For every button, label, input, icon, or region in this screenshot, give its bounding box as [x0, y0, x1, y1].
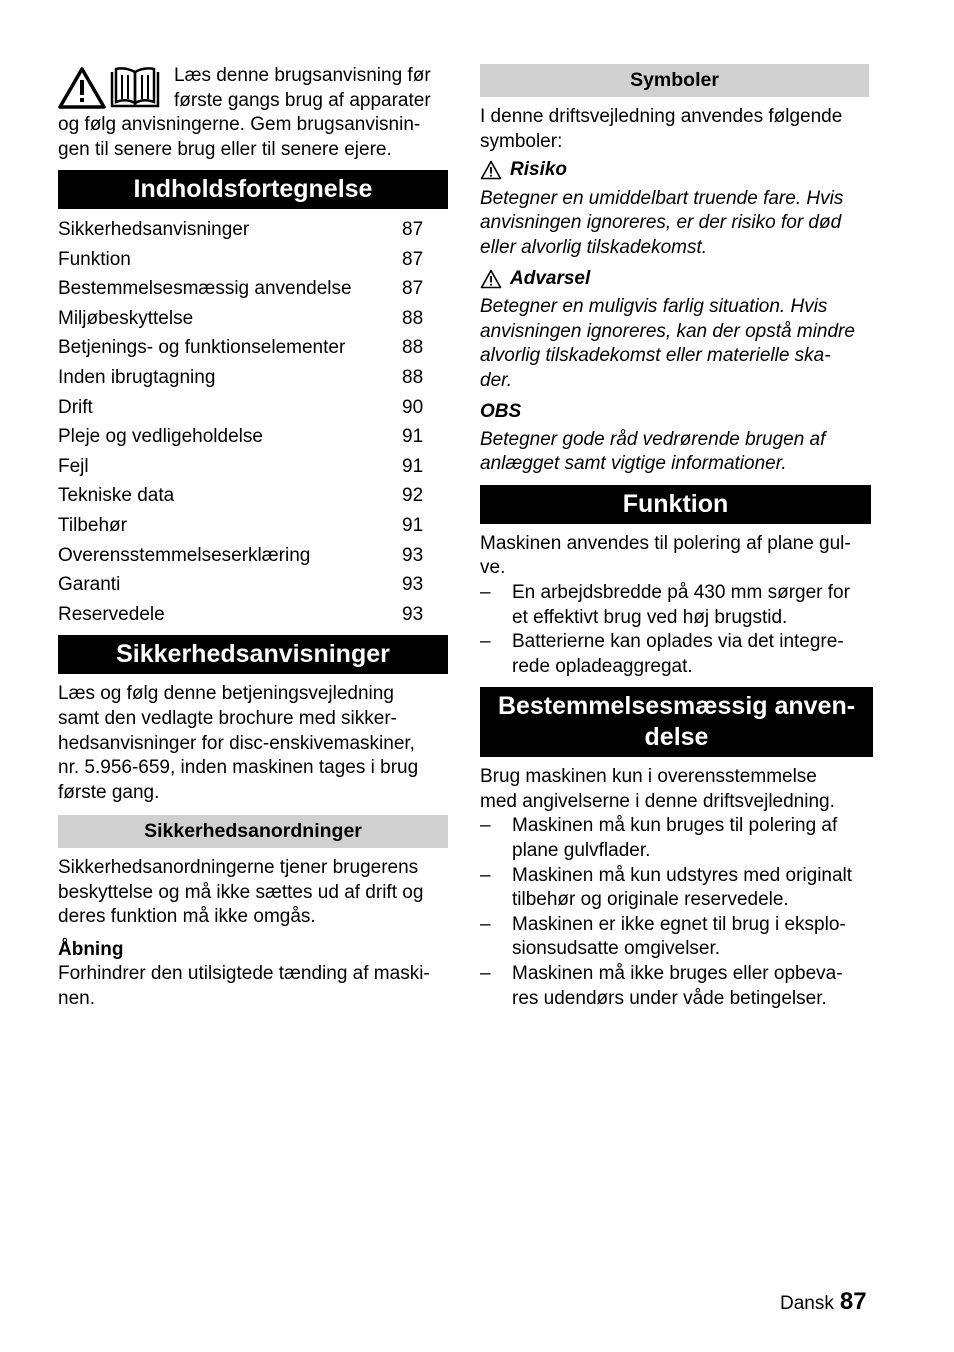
note-heading: OBS — [480, 400, 522, 422]
risk-line: eller alvorlig tilskadekomst. — [480, 236, 708, 258]
toc-item-label: Overensstemmelseserklæring — [58, 544, 311, 566]
warning-line: Betegner en muligvis farlig situation. Hvis — [480, 296, 828, 318]
safety-line: nr. 5.956-659, inden maskinen tages i brug — [58, 757, 419, 779]
intro-line: og følg anvisningerne. Gem brugsanvisnin- — [58, 114, 421, 136]
warning-line: anvisningen ignoreres, kan der opstå mindre — [480, 320, 855, 342]
intended-use-text — [480, 765, 874, 814]
intended-use-item-line: – Maskinen er ikke egnet til brug i eksplo- — [512, 913, 846, 935]
toc-item-page: 87 — [402, 278, 424, 300]
safety-devices-text — [58, 856, 448, 930]
note-text — [480, 428, 874, 477]
toc-item[interactable] — [58, 304, 448, 334]
intro-line: Læs denne brugsanvisning før — [174, 65, 431, 86]
warning-title: Advarsel — [510, 267, 591, 289]
function-text — [480, 532, 874, 581]
note-line: Betegner gode råd vedrørende brugen af — [480, 428, 826, 450]
toc-item-page: 91 — [402, 455, 424, 477]
intro-line: første gangs brug af apparater — [174, 89, 431, 111]
intended-use-item-line: – Maskinen må kun udstyres med originalt — [512, 864, 853, 886]
page-number: 87 — [839, 1288, 867, 1315]
page-footer — [780, 1290, 867, 1317]
toc-item-label: Sikkerhedsanvisninger — [58, 219, 250, 240]
opening-heading: Åbning — [58, 939, 124, 961]
intended-use-item-line: tilbehør og originale reservedele. — [512, 889, 789, 911]
toc-item-label: Inden ibrugtagning — [58, 366, 216, 388]
intro-line: gen til senere brug eller til senere ejere. — [58, 138, 392, 160]
intended-use-item-line: plane gulvflader. — [512, 840, 651, 862]
toc-item-page: 93 — [402, 574, 424, 596]
safety-line: Læs og følg denne betjeningsvejledning — [58, 683, 394, 705]
safety-line: samt den vedlagte brochure med sikker- — [58, 707, 397, 729]
risk-line: anvisningen ignoreres, er der risiko for død — [480, 212, 842, 234]
safety-devices-heading: Sikkerhedsanordninger — [58, 815, 448, 848]
toc-item-label: Drift — [58, 396, 93, 418]
function-line: Maskinen anvendes til polering af plane gul- — [480, 532, 851, 554]
toc-item-label: Pleje og vedligeholdelse — [58, 426, 263, 448]
symbols-heading: Symboler — [480, 64, 869, 97]
warning-triangle-icon — [480, 269, 502, 289]
toc-heading: Indholdsfortegnelse — [58, 170, 448, 209]
function-heading: Funktion — [480, 485, 871, 524]
risk-line: Betegner en umiddelbart truende fare. Hvis — [480, 187, 844, 209]
safety-devices-line: deres funktion må ikke omgås. — [58, 906, 316, 928]
symbols-intro-line: I denne driftsvejledning anvendes følgende — [480, 106, 843, 127]
footer-language: Dansk — [780, 1293, 834, 1314]
risk-heading — [480, 158, 874, 183]
intended-use-list — [480, 814, 874, 1011]
toc-item-page: 91 — [402, 514, 424, 536]
function-item-line: – Batterierne kan oplades via det integre- — [512, 631, 844, 653]
right-column — [480, 64, 874, 1011]
safety-devices-line: beskyttelse og må ikke sættes ud af drift og — [58, 881, 424, 903]
safety-text — [58, 682, 448, 805]
intro-block — [58, 64, 448, 164]
symbols-intro-line: symboler: — [480, 130, 563, 152]
toc-item-label: Fejl — [58, 455, 89, 477]
toc-list — [58, 215, 448, 629]
risk-title: Risiko — [510, 159, 568, 181]
toc-item-label: Reservedele — [58, 603, 165, 625]
intended-use-line: Brug maskinen kun i overensstemmelse — [480, 766, 817, 788]
function-line: ve. — [480, 557, 506, 579]
toc-item[interactable] — [58, 422, 448, 452]
function-item-line: et effektivt brug ved høj brugstid. — [512, 606, 788, 628]
toc-item-label: Funktion — [58, 248, 131, 270]
warning-heading — [480, 267, 874, 292]
toc-item-page: 88 — [402, 366, 424, 388]
toc-item-label: Tekniske data — [58, 485, 175, 507]
warning-text — [480, 295, 874, 393]
intended-use-item — [480, 962, 874, 1011]
toc-item[interactable] — [58, 245, 448, 275]
intended-use-item — [480, 864, 874, 913]
toc-item-label: Miljøbeskyttelse — [58, 307, 194, 329]
toc-item-page: 91 — [402, 426, 424, 448]
opening-text — [58, 962, 448, 1011]
intended-use-item-line: res udendørs under våde betingelser. — [512, 987, 827, 1009]
warning-triangle-icon — [480, 160, 502, 180]
toc-item[interactable] — [58, 452, 448, 482]
toc-item-label: Tilbehør — [58, 514, 127, 536]
left-column — [58, 64, 448, 1011]
function-item-line: – En arbejdsbredde på 430 mm sørger for — [512, 581, 850, 603]
function-item — [480, 581, 874, 630]
safety-heading: Sikkerhedsanvisninger — [58, 635, 448, 674]
toc-item-page: 93 — [402, 544, 424, 566]
toc-item[interactable] — [58, 541, 448, 571]
intended-use-title-line: delse — [644, 723, 709, 752]
intended-use-item-line: sionsudsatte omgivelser. — [512, 938, 721, 960]
toc-item[interactable] — [58, 511, 448, 541]
toc-item[interactable] — [58, 274, 448, 304]
toc-item-page: 93 — [402, 603, 424, 625]
risk-text — [480, 187, 874, 261]
toc-item[interactable] — [58, 333, 448, 363]
toc-item-page: 88 — [402, 307, 424, 329]
warning-line: der. — [480, 369, 513, 391]
toc-item[interactable] — [58, 481, 448, 511]
note-line: anlægget samt vigtige informationer. — [480, 453, 787, 475]
toc-item[interactable] — [58, 393, 448, 423]
safety-devices-line: Sikkerhedsanordningerne tjener brugerens — [58, 857, 419, 879]
toc-item-label: Betjenings- og funktionselementer — [58, 337, 346, 359]
function-list — [480, 581, 874, 679]
safety-line: hedsanvisninger for disc-enskivemaskiner, — [58, 732, 415, 754]
toc-item-label: Garanti — [58, 574, 121, 596]
intended-use-heading — [480, 687, 873, 757]
intended-use-item-line: – Maskinen må ikke bruges eller opbeva- — [512, 963, 843, 985]
toc-item[interactable] — [58, 570, 448, 600]
toc-item-page: 90 — [402, 396, 424, 418]
toc-item-page: 92 — [402, 485, 424, 507]
opening-line: nen. — [58, 987, 95, 1009]
intended-use-item-line: – Maskinen må kun bruges til polering af — [512, 815, 838, 837]
warning-and-manual-icon — [58, 66, 168, 110]
symbols-intro — [480, 105, 874, 154]
opening-line: Forhindrer den utilsigtede tænding af maski- — [58, 963, 430, 985]
toc-item-page: 87 — [402, 219, 424, 240]
toc-item[interactable] — [58, 600, 448, 630]
toc-item-page: 88 — [402, 337, 424, 359]
function-item-line: rede opladeaggregat. — [512, 655, 693, 677]
intended-use-item — [480, 913, 874, 962]
toc-item[interactable] — [58, 363, 448, 393]
intended-use-line: med angivelserne i denne driftsvejledning. — [480, 790, 835, 812]
toc-item-label: Bestemmelsesmæssig anvendelse — [58, 278, 352, 300]
toc-item-page: 87 — [402, 248, 424, 270]
intended-use-item — [480, 814, 874, 863]
warning-line: alvorlig tilskadekomst eller materielle ska- — [480, 345, 831, 367]
intended-use-title-line: Bestemmelsesmæssig anven- — [497, 692, 856, 721]
safety-line: første gang. — [58, 781, 160, 803]
function-item — [480, 630, 874, 679]
toc-item[interactable] — [58, 215, 448, 245]
